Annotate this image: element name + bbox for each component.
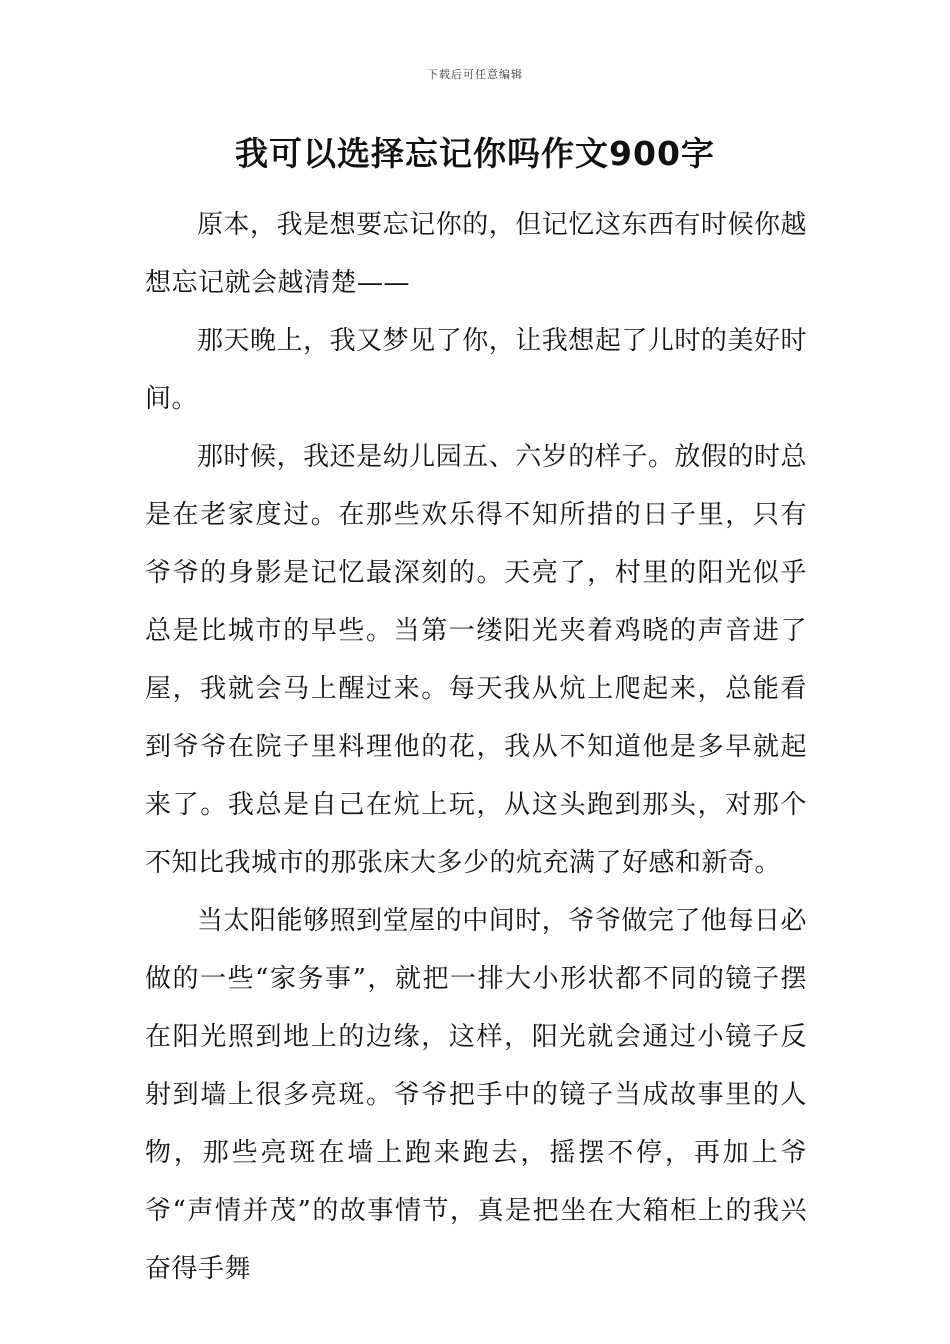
document-body <box>145 196 807 1298</box>
paragraph: 那天晚上，我又梦见了你，让我想起了儿时的美好时间。 <box>145 326 807 414</box>
paragraph: 那时候，我还是幼儿园五、六岁的样子。放假的时总是在老家度过。在那些欢乐得不知所措的日子里，只有爷爷的身影是记忆最深刻的。天亮了，村里的阳光似乎总是比城市的早些。当第一缕阳光夹着鸡晓的声音进了屋，我就会马上醒过来。每天我从炕上爬起来，总能看到爷爷在院子里料理他的花，我从不知道他是多早就起来了。我总是自己在炕上玩，从这头跑到那头，对那个不知比我城市的那张床大多少的炕充满了好感和新奇。 <box>145 442 807 878</box>
header-note: 下载后可任意编辑 <box>427 68 523 81</box>
document-title: 我可以选择忘记你吗作文900字 <box>235 134 715 173</box>
paragraph: 当太阳能够照到堂屋的中间时，爷爷做完了他每日必做的一些“家务事”，就把一排大小形状都不同的镜子摆在阳光照到地上的边缘，这样，阳光就会通过小镜子反射到墙上很多亮斑。爷爷把手中的镜子当成故事里的人物，那些亮斑在墙上跑来跑去，摇摆不停，再加上爷爷“声情并茂”的故事情节，真是把坐在大箱柜上的我兴奋得手舞 <box>145 906 807 1284</box>
paragraph: 原本，我是想要忘记你的，但记忆这东西有时候你越想忘记就会越清楚—— <box>145 210 807 298</box>
